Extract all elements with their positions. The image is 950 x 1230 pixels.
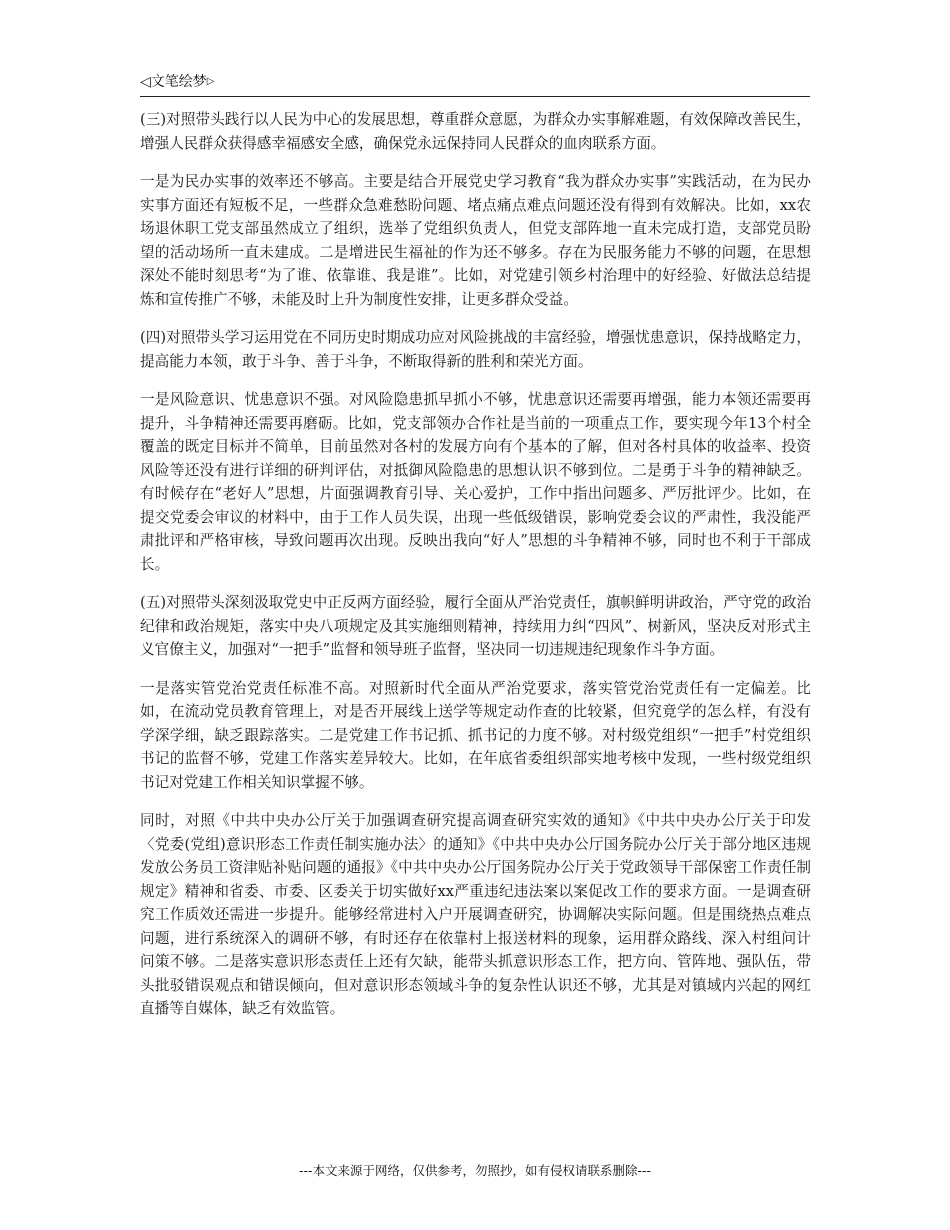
- section-4-body: 一是风险意识、忧患意识不强。对风险隐患抓早抓小不够，忧患意识还需要再增强，能力本领还需要再提升，斗争精神还需要再磨砺。比如，党支部领办合作社是当前的一项重点工作，要实现今年13个村全覆盖的既定目标并不简单，目前虽然对各村的发展方向有个基本的了解，但对各村具体的收益率、投资风险等还没有进行详细的研判评估，对抵御风险隐患的思想认识不够到位。二是勇于斗争的精神缺乏。有时候存在“老好人”思想，片面强调教育引导、关心爱护，工作中指出问题多、严厉批评少。比如，在提交党委会审议的材料中，由于工作人员失误，出现一些低级错误，影响党委会议的严肃性，我没能严肃批评和严格审核，导致问题再次出现。反映出我向“好人”思想的斗争精神不够，同时也不利于干部成长。: [140, 391, 811, 573]
- section-5-heading: (五)对照带头深刻汲取党史中正反两方面经验，履行全面从严治党责任，旗帜鲜明讲政治，严守党的政治纪律和政治规矩，落实中央八项规定及其实施细则精神，持续用力纠“四风”、树新风，坚决反对形式主义官僚主义，加强对“一把手”监督和领导班子监督，坚决同一切违规违纪现象作斗争方面。: [140, 594, 811, 658]
- document-body: [140, 108, 811, 1036]
- brand-name: 文笔绘梦: [150, 74, 207, 90]
- section-3-heading: (三)对照带头践行以人民为中心的发展思想，尊重群众意愿，为群众办实事解难题，有效保障改善民生，增强人民群众获得感幸福感安全感，确保党永远保持同人民群众的血肉联系方面。: [140, 111, 811, 152]
- right-triangle-icon: ▷: [206, 76, 215, 87]
- supplementary-paragraph: 同时，对照《中共中央办公厅关于加强调查研究提高调查研究实效的通知》《中共中央办公厅关于印发〈党委(党组)意识形态工作责任制实施办法〉的通知》《中共中央办公厅国务院办公厅关于部分地区违规发放公务员工资津贴补贴问题的通报》《中共中央办公厅国务院办公厅关于党政领导干部保密工作责任制规定》精神和省委、市委、区委关于切实做好xx严重违纪违法案以案促改工作的要求方面。一是调查研究工作质效还需进一步提升。能够经常进村入户开展调查研究，协调解决实际问题。但是围绕热点难点问题，进行系统深入的调研不够，有时还存在依靠村上报送材料的现象，运用群众路线、深入村组问计问策不够。二是落实意识形态责任上还有欠缺，能带头抓意识形态工作，把方向、管阵地、强队伍，带头批驳错误观点和错误倾向，但对意识形态领域斗争的复杂性认识还不够，尤其是对镇域内兴起的网红直播等自媒体，缺乏有效监管。: [140, 812, 811, 1017]
- page-header: [140, 72, 810, 97]
- left-triangle-icon: ◁: [140, 74, 151, 90]
- header-brand: [140, 72, 214, 94]
- section-3-body: 一是为民办实事的效率还不够高。主要是结合开展党史学习教育“我为群众办实事”实践活动，在为民办实事方面还有短板不足，一些群众急难愁盼问题、堵点痛点难点问题还没有得到有效解决。比如，xx农场退休职工党支部虽然成立了组织，选举了党组织负责人，但党支部阵地一直未完成打造，支部党员盼望的活动场所一直未建成。二是增进民生福祉的作为还不够多。存在为民服务能力不够的问题，在思想深处不能时刻思考“为了谁、依靠谁、我是谁”。比如，对党建引领乡村治理中的好经验、好做法总结提炼和宣传推广不够，未能及时上升为制度性安排，让更多群众受益。: [140, 173, 811, 308]
- page-footer-disclaimer: ---本文来源于网络，仅供参考，勿照抄，如有侵权请联系删除---: [298, 1163, 652, 1178]
- section-4-heading: (四)对照带头学习运用党在不同历史时期成功应对风险挑战的丰富经验，增强忧患意识，保持战略定力，提高能力本领，敢于斗争、善于斗争，不断取得新的胜利和荣光方面。: [140, 329, 811, 370]
- section-5-body: 一是落实管党治党责任标准不高。对照新时代全面从严治党要求，落实管党治党责任有一定偏差。比如，在流动党员教育管理上，对是否开展线上送学等规定动作查的比较紧，但究竟学的怎么样，有没有学深学细，缺乏跟踪落实。二是党建工作书记抓、抓书记的力度不够。对村级党组织“一把手”村党组织书记的监督不够，党建工作落实差异较大。比如，在年底省委组织部实地考核中发现，一些村级党组织书记对党建工作相关知识掌握不够。: [140, 679, 811, 791]
